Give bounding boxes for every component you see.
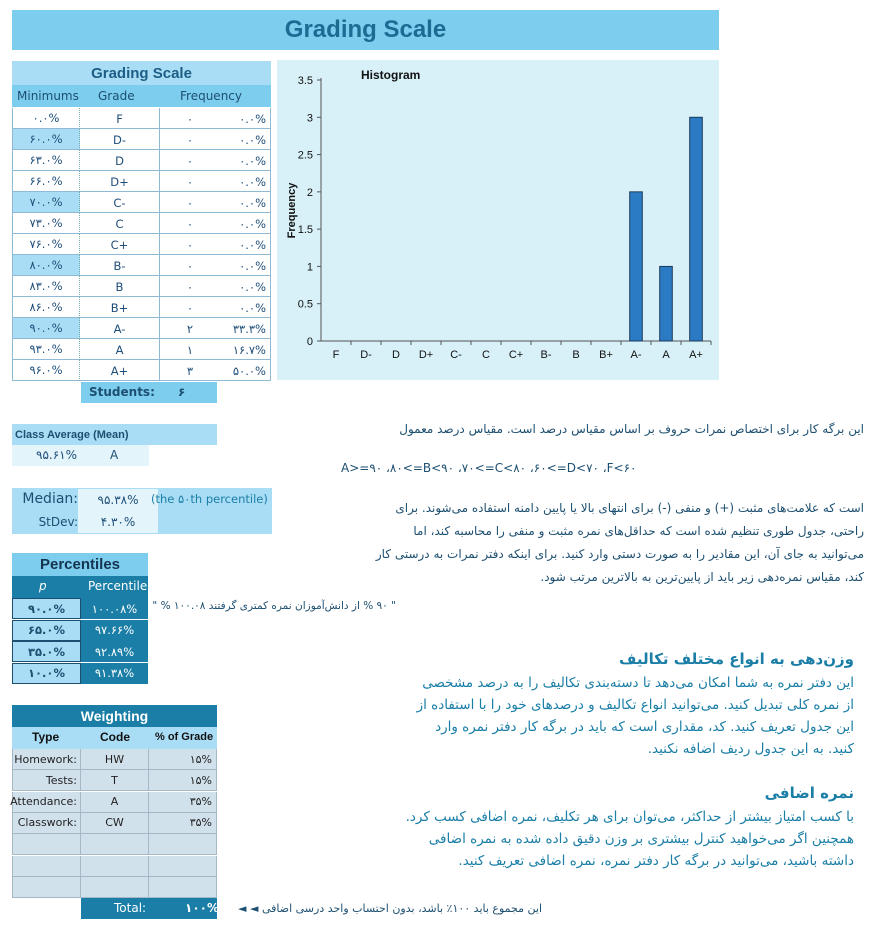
histogram-bar bbox=[690, 117, 703, 341]
percentile-p-cell[interactable]: ۱۰.۰% bbox=[12, 663, 81, 684]
x-tick-label: F bbox=[332, 349, 340, 361]
info-para-line: می‌توانید به جای آن، این مقادیر را به صورت دستی وارد کنید. برای اینکه دفتر نمرات به درستی کار bbox=[375, 547, 864, 561]
histogram-bar bbox=[630, 192, 643, 341]
total-value: ۱۰۰% bbox=[185, 901, 219, 915]
weighting-row bbox=[12, 749, 217, 770]
grade-minimum-cell[interactable]: ۸۶.۰% bbox=[12, 297, 80, 318]
class-average-value: ۹۵.۶۱% bbox=[36, 448, 77, 462]
grade-percent-cell: ۵۰.۰% bbox=[220, 360, 271, 381]
grade-letter-cell: B+ bbox=[80, 297, 160, 318]
info-para-line: است که علامت‌های مثبت (+) و منفی (-) برای انتهای بالا یا پایین دامنه استفاده می‌شوند. برای bbox=[395, 501, 864, 515]
weighting-type-cell[interactable] bbox=[12, 834, 81, 855]
grade-percent-cell: ۰.۰% bbox=[220, 297, 271, 318]
grade-minimum-cell[interactable]: ۶۰.۰% bbox=[12, 129, 80, 150]
x-tick-label: C bbox=[482, 349, 490, 361]
percentile-p-cell[interactable]: ۶۵.۰% bbox=[12, 620, 81, 641]
grade-row bbox=[12, 108, 271, 129]
y-tick-label: 0 bbox=[306, 336, 313, 348]
y-tick-label: 3 bbox=[306, 112, 313, 125]
grade-count-cell: ۰ bbox=[186, 279, 194, 294]
grade-minimum-cell[interactable]: ۷۶.۰% bbox=[12, 234, 80, 255]
grade-count-cell: ۰ bbox=[186, 132, 194, 147]
histogram-bar bbox=[660, 266, 673, 341]
grade-percent-cell: ۰.۰% bbox=[220, 150, 271, 171]
info-paragraph bbox=[290, 497, 864, 589]
weighting-code-cell[interactable] bbox=[81, 856, 149, 877]
grade-letter-cell: C- bbox=[80, 192, 160, 213]
grade-row bbox=[12, 255, 271, 276]
percentile-value-cell: ۹۷.۶۶% bbox=[81, 620, 148, 641]
y-tick-label: 3.5 bbox=[297, 75, 313, 87]
info-para-line: کند، مقیاس نمره‌دهی زیر باید از پایین‌ترین به بالاترین مرتب شود. bbox=[540, 570, 864, 584]
grade-letter-cell: D bbox=[80, 150, 160, 171]
extra-credit-line: همچنین اگر می‌خواهید کنترل بیشتری بر وزن دقیق داده شده به نمره اضافی bbox=[428, 831, 854, 847]
class-average-label: Class Average (Mean) bbox=[12, 424, 217, 445]
grade-row bbox=[12, 129, 271, 150]
percentile-p-cell[interactable]: ۹۰.۰% bbox=[12, 598, 81, 619]
weighting-percent-cell[interactable] bbox=[149, 877, 217, 898]
percentile-row bbox=[12, 598, 148, 619]
grade-row bbox=[12, 213, 271, 234]
x-tick-label: A- bbox=[630, 349, 642, 361]
info-para-line: راحتی، جدول طوری تنظیم شده است که حداقل‌های نمره مثبت و منفی را محاسبه کند، اما bbox=[413, 524, 864, 538]
page-banner bbox=[12, 10, 719, 50]
weighting-row bbox=[12, 834, 217, 855]
weighting-code-cell[interactable]: HW bbox=[81, 749, 149, 770]
grade-minimum-cell[interactable]: ۷۰.۰% bbox=[12, 192, 80, 213]
weighting-heading: وزن‌دهی به انواع مختلف تکالیف bbox=[618, 650, 854, 668]
weighting-percent-cell[interactable] bbox=[149, 834, 217, 855]
weighting-row bbox=[12, 877, 217, 898]
stdev-label: StDev: bbox=[38, 515, 78, 529]
y-tick-label: 1 bbox=[306, 261, 313, 274]
total-label: Total: bbox=[114, 901, 147, 915]
x-tick-label: B+ bbox=[599, 349, 613, 361]
stats-box bbox=[12, 488, 272, 534]
weighting-percent-cell[interactable]: ۱۵% bbox=[149, 770, 217, 791]
grading-table-title: Grading Scale bbox=[12, 61, 271, 85]
grade-letter-cell: A+ bbox=[80, 360, 160, 381]
grade-percent-cell: ۱۶.۷% bbox=[220, 339, 271, 360]
y-tick-label: 2.5 bbox=[297, 149, 313, 162]
weighting-row bbox=[12, 813, 217, 834]
grade-row bbox=[12, 297, 271, 318]
grade-row bbox=[12, 339, 271, 360]
grade-count-cell: ۰ bbox=[186, 174, 194, 189]
weighting-row bbox=[12, 770, 217, 791]
grade-letter-cell: D- bbox=[80, 129, 160, 150]
grade-minimum-cell[interactable]: ۰.۰% bbox=[12, 108, 80, 129]
grade-letter-cell: C+ bbox=[80, 234, 160, 255]
grade-count-cell: ۱ bbox=[186, 342, 194, 357]
percentile-value-cell: ۱۰۰.۰۸% bbox=[81, 598, 148, 619]
weighting-section bbox=[380, 650, 854, 760]
median-label: Median: bbox=[22, 491, 78, 507]
weighting-text-line: این جدول تعریف کنید. کد، مقداری است که باید در برگه کار دفتر نمره وارد bbox=[435, 719, 854, 735]
percentiles-title: Percentiles bbox=[12, 553, 148, 576]
y-tick-label: 1.5 bbox=[297, 224, 313, 237]
extra-credit-heading: نمره اضافی bbox=[764, 784, 854, 802]
weighting-type-cell[interactable]: Homework: bbox=[12, 749, 81, 770]
grade-letter-cell: B- bbox=[80, 255, 160, 276]
grade-row bbox=[12, 192, 271, 213]
grade-percent-cell: ۰.۰% bbox=[220, 213, 271, 234]
histogram-svg bbox=[277, 60, 719, 380]
grade-minimum-cell[interactable]: ۹۳.۰% bbox=[12, 339, 80, 360]
grade-percent-cell: ۰.۰% bbox=[220, 108, 271, 129]
grade-row bbox=[12, 150, 271, 171]
percentile-row bbox=[12, 663, 148, 684]
weighting-title: Weighting bbox=[12, 705, 217, 727]
grade-row bbox=[12, 171, 271, 192]
minimums-header: Minimums bbox=[17, 89, 79, 103]
grade-count-cell: ۲ bbox=[186, 321, 194, 336]
x-tick-label: D+ bbox=[418, 349, 434, 361]
code-header: Code bbox=[100, 730, 130, 744]
weighting-percent-cell[interactable]: ۳۵% bbox=[149, 813, 217, 834]
weighting-code-cell[interactable]: A bbox=[81, 792, 149, 813]
grading-table-header bbox=[12, 85, 271, 107]
students-row bbox=[81, 382, 217, 403]
grade-percent-cell: ۰.۰% bbox=[220, 255, 271, 276]
chart-title: Histogram bbox=[361, 68, 421, 82]
median-note: (the ۵۰th percentile) bbox=[151, 492, 268, 506]
students-value: ۶ bbox=[178, 385, 186, 399]
percentiles-header bbox=[12, 576, 148, 598]
percentile-p-cell[interactable]: ۳۵.۰% bbox=[12, 641, 81, 662]
weighting-type-cell[interactable]: Attendance: bbox=[12, 792, 81, 813]
x-tick-label: D- bbox=[360, 349, 372, 361]
grade-letter-cell: A bbox=[80, 339, 160, 360]
grade-minimum-cell[interactable]: ۶۳.۰% bbox=[12, 150, 80, 171]
percentile-row bbox=[12, 641, 148, 662]
x-tick-label: B bbox=[572, 349, 580, 361]
grade-row bbox=[12, 276, 271, 297]
grade-percent-cell: ۳۳.۳% bbox=[220, 318, 271, 339]
grade-letter-cell: F bbox=[80, 108, 160, 129]
grade-count-cell: ۰ bbox=[186, 153, 194, 168]
scale-line: A>=۹۰ ،۸۰<=B<۹۰ ،۷۰<=C<۸۰ ،۶۰<=D<۷۰ ،F<۶۰ bbox=[341, 461, 637, 475]
info-line: این برگه کار برای اختصاص نمرات حروف بر اساس مقیاس درصد است. مقیاس درصد معمول bbox=[399, 422, 864, 436]
x-tick-label: C- bbox=[450, 349, 462, 361]
stdev-value: ۴.۳۰% bbox=[78, 511, 158, 533]
grade-count-cell: ۰ bbox=[186, 195, 194, 210]
grade-minimum-cell[interactable]: ۸۳.۰% bbox=[12, 276, 80, 297]
weighting-code-cell[interactable]: T bbox=[81, 770, 149, 791]
weighting-text bbox=[380, 672, 854, 760]
grade-percent-cell: ۰.۰% bbox=[220, 276, 271, 297]
weighting-row bbox=[12, 792, 217, 813]
x-tick-label: A bbox=[662, 349, 670, 361]
median-value: ۹۵.۳۸% bbox=[78, 489, 158, 511]
grade-letter-cell: A- bbox=[80, 318, 160, 339]
weighting-text-line: این دفتر نمره به شما امکان می‌دهد تا دسته‌بندی تکالیف را به درصد مشخصی bbox=[422, 675, 854, 691]
weighting-type-cell[interactable] bbox=[12, 856, 81, 877]
grade-count-cell: ۰ bbox=[186, 216, 194, 231]
weighting-row bbox=[12, 856, 217, 877]
grade-minimum-cell[interactable]: ۹۰.۰% bbox=[12, 318, 80, 339]
grade-count-cell: ۰ bbox=[186, 258, 194, 273]
grade-percent-cell: ۰.۰% bbox=[220, 192, 271, 213]
grade-count-cell: ۰ bbox=[186, 111, 194, 126]
weighting-text-line: کنید. به این جدول ردیف اضافه نکنید. bbox=[647, 741, 854, 757]
weighting-code-cell[interactable] bbox=[81, 877, 149, 898]
weighting-percent-cell[interactable]: ۱۵% bbox=[149, 749, 217, 770]
weighting-total-row bbox=[81, 898, 217, 919]
percentile-row bbox=[12, 620, 148, 641]
page-title: Grading Scale bbox=[284, 16, 447, 43]
weighting-type-cell[interactable]: Classwork: bbox=[12, 813, 81, 834]
grade-letter-cell: C bbox=[80, 213, 160, 234]
x-tick-label: C+ bbox=[508, 349, 524, 361]
percentile-header: Percentile bbox=[88, 579, 148, 593]
percentile-note: " ۹۰ % از دانش‌آموزان نمره کمتری گرفتند ۱۰۰.۰۸ % " bbox=[152, 600, 396, 612]
grade-count-cell: ۰ bbox=[186, 237, 194, 252]
grade-minimum-cell[interactable]: ۹۶.۰% bbox=[12, 360, 80, 381]
class-average-grade: A bbox=[110, 448, 119, 462]
weighting-type-cell[interactable] bbox=[12, 877, 81, 898]
extra-credit-section bbox=[380, 784, 854, 872]
extra-credit-text bbox=[380, 806, 854, 872]
frequency-header: Frequency bbox=[180, 89, 242, 103]
grade-percent-cell: ۰.۰% bbox=[220, 171, 271, 192]
x-tick-label: D bbox=[392, 349, 400, 361]
students-label: Students: bbox=[89, 385, 155, 399]
total-note: این مجموع باید ۱۰۰٪ باشد، بدون احتساب واحد درسی اضافی ◄ ◄ bbox=[238, 902, 542, 915]
grade-count-cell: ۳ bbox=[186, 363, 194, 378]
grade-minimum-cell[interactable]: ۶۶.۰% bbox=[12, 171, 80, 192]
p-header: p bbox=[39, 579, 47, 593]
weighting-text-line: از نمره کلی تبدیل کنید. می‌توانید انواع تکالیف و درصدهای خود را با استفاده از bbox=[416, 697, 854, 713]
grade-letter-cell: B bbox=[80, 276, 160, 297]
weighting-header bbox=[12, 727, 217, 749]
grade-minimum-cell[interactable]: ۷۳.۰% bbox=[12, 213, 80, 234]
pct-header: % of Grade bbox=[155, 731, 214, 743]
weighting-code-cell[interactable]: CW bbox=[81, 813, 149, 834]
weighting-percent-cell[interactable]: ۳۵% bbox=[149, 792, 217, 813]
grade-minimum-cell[interactable]: ۸۰.۰% bbox=[12, 255, 80, 276]
grade-header: Grade bbox=[98, 89, 135, 103]
y-axis-label: Frequency bbox=[286, 182, 298, 239]
x-tick-label: B- bbox=[540, 349, 552, 361]
class-average-row bbox=[12, 445, 149, 466]
weighting-code-cell[interactable] bbox=[81, 834, 149, 855]
grade-letter-cell: D+ bbox=[80, 171, 160, 192]
y-tick-label: 0.5 bbox=[297, 298, 313, 311]
x-tick-label: A+ bbox=[689, 349, 703, 361]
extra-credit-line: با کسب امتیاز بیشتر از حداکثر، می‌توان برای هر تکلیف، نمره اضافی کسب کرد. bbox=[405, 809, 854, 825]
weighting-type-cell[interactable]: Tests: bbox=[12, 770, 81, 791]
extra-credit-line: داشته باشید، می‌توانید در برگه کار دفتر نمره، نمره اضافی تعریف کنید. bbox=[458, 853, 854, 869]
y-tick-label: 2 bbox=[306, 186, 313, 199]
grade-percent-cell: ۰.۰% bbox=[220, 234, 271, 255]
type-header: Type bbox=[32, 730, 60, 744]
grade-count-cell: ۰ bbox=[186, 300, 194, 315]
percentile-value-cell: ۹۱.۳۸% bbox=[81, 663, 148, 684]
histogram-chart bbox=[277, 60, 719, 380]
weighting-percent-cell[interactable] bbox=[149, 856, 217, 877]
grade-row bbox=[12, 234, 271, 255]
percentile-value-cell: ۹۲.۸۹% bbox=[81, 641, 148, 662]
grade-row bbox=[12, 318, 271, 339]
grade-percent-cell: ۰.۰% bbox=[220, 129, 271, 150]
grade-row bbox=[12, 360, 271, 381]
